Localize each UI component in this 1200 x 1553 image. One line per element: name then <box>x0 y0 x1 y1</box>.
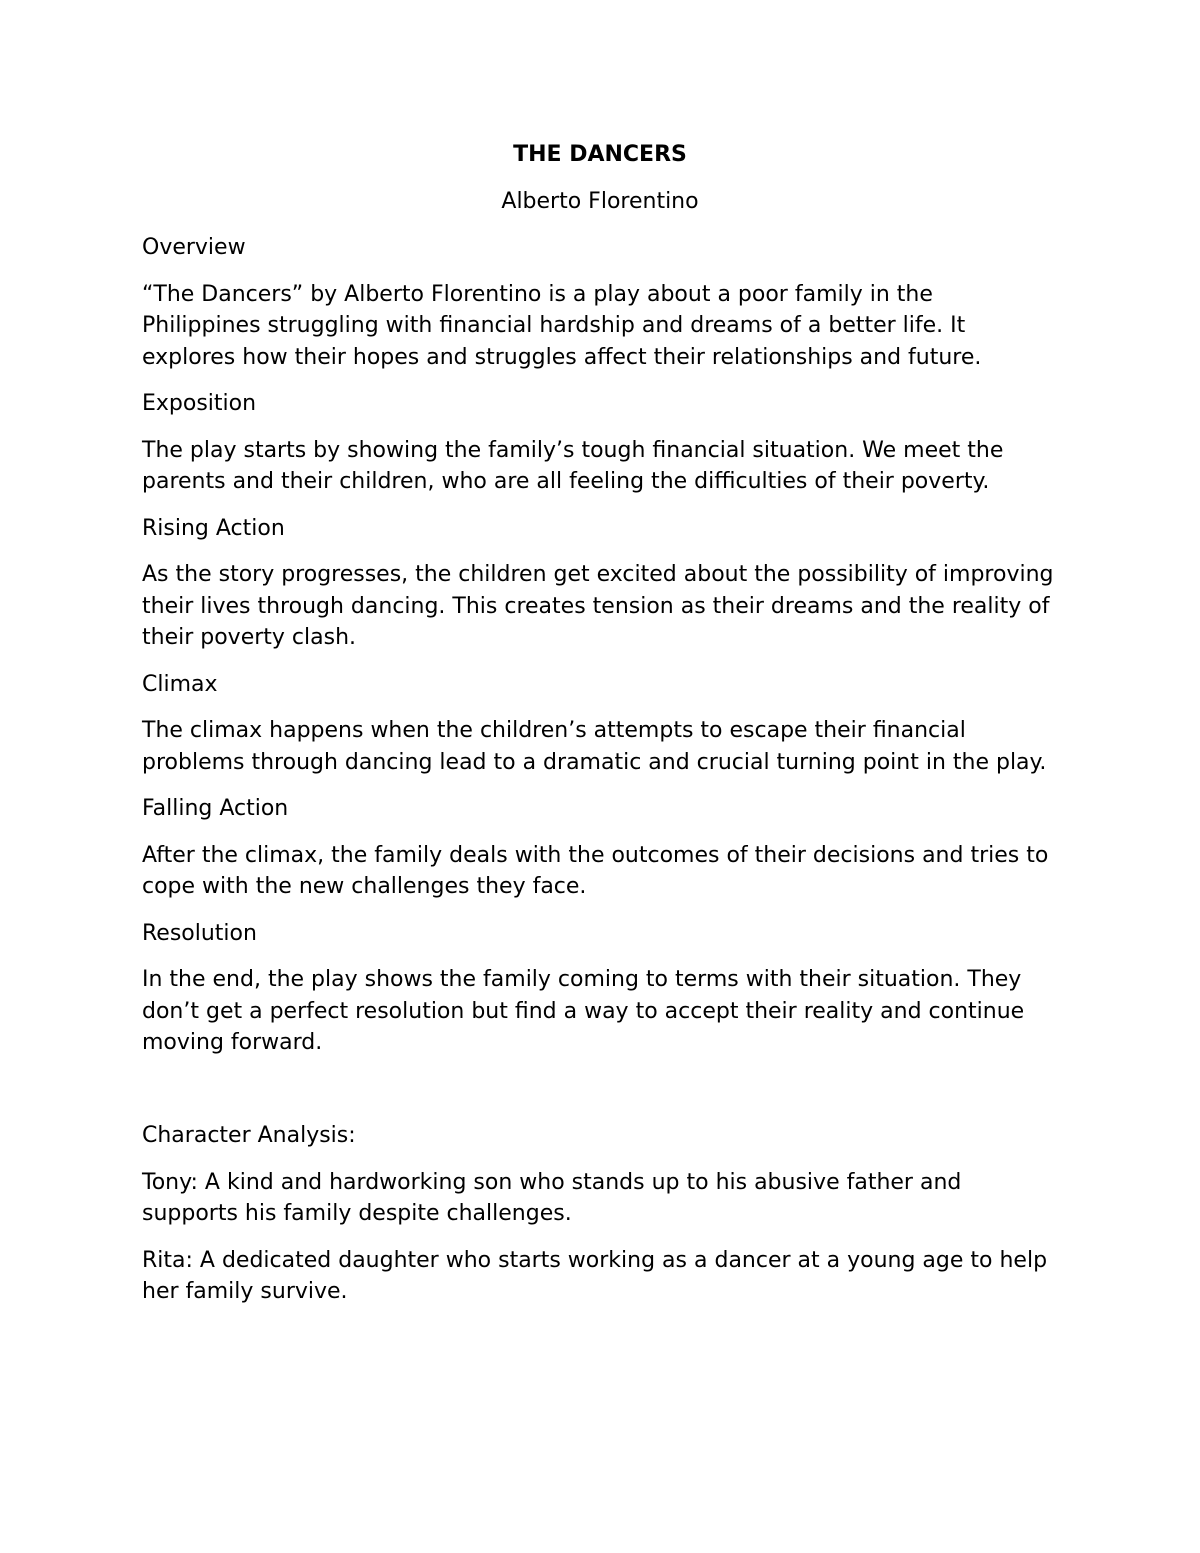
section-text-exposition: The play starts by showing the family’s tough financial situation. We meet the parents and their children, who are all feeling the difficulties of their poverty. <box>142 437 1004 494</box>
section-text-falling-action: After the climax, the family deals with the outcomes of their decisions and tries to cope with the new challenges they face. <box>142 842 1049 899</box>
section-text-climax: The climax happens when the children’s attempts to escape their financial problems through dancing lead to a dramatic and crucial turning point in the play. <box>142 718 1047 775</box>
document-author: Alberto Florentino <box>501 188 699 214</box>
blank-line <box>142 1074 1058 1106</box>
section-heading-overview: Overview <box>142 235 246 260</box>
document-title: THE DANCERS <box>513 142 687 167</box>
character-rita: Rita: A dedicated daughter who starts working as a dancer at a young age to help her family survive. <box>142 1247 1048 1304</box>
section-heading-exposition: Exposition <box>142 391 257 416</box>
character-analysis-heading: Character Analysis: <box>142 1123 356 1148</box>
section-text-overview: “The Dancers” by Alberto Florentino is a play about a poor family in the Philippines struggling with financial hardship and dreams of a better life. It explores how their hopes and struggles affect their relationships and future. <box>142 281 982 370</box>
section-heading-climax: Climax <box>142 671 218 697</box>
section-heading-falling-action: Falling Action <box>142 796 289 821</box>
character-tony: Tony: A kind and hardworking son who stands up to his abusive father and supports his family despite challenges. <box>142 1169 962 1226</box>
section-heading-resolution: Resolution <box>142 920 257 946</box>
document-page <box>142 139 1058 1308</box>
section-text-rising-action: As the story progresses, the children get excited about the possibility of improving their lives through dancing. This creates tension as their dreams and the reality of their poverty clash. <box>142 562 1054 650</box>
section-heading-rising-action: Rising Action <box>142 515 285 541</box>
section-text-resolution: In the end, the play shows the family coming to terms with their situation. They don’t get a perfect resolution but find a way to accept their reality and continue moving forward. <box>142 967 1025 1055</box>
